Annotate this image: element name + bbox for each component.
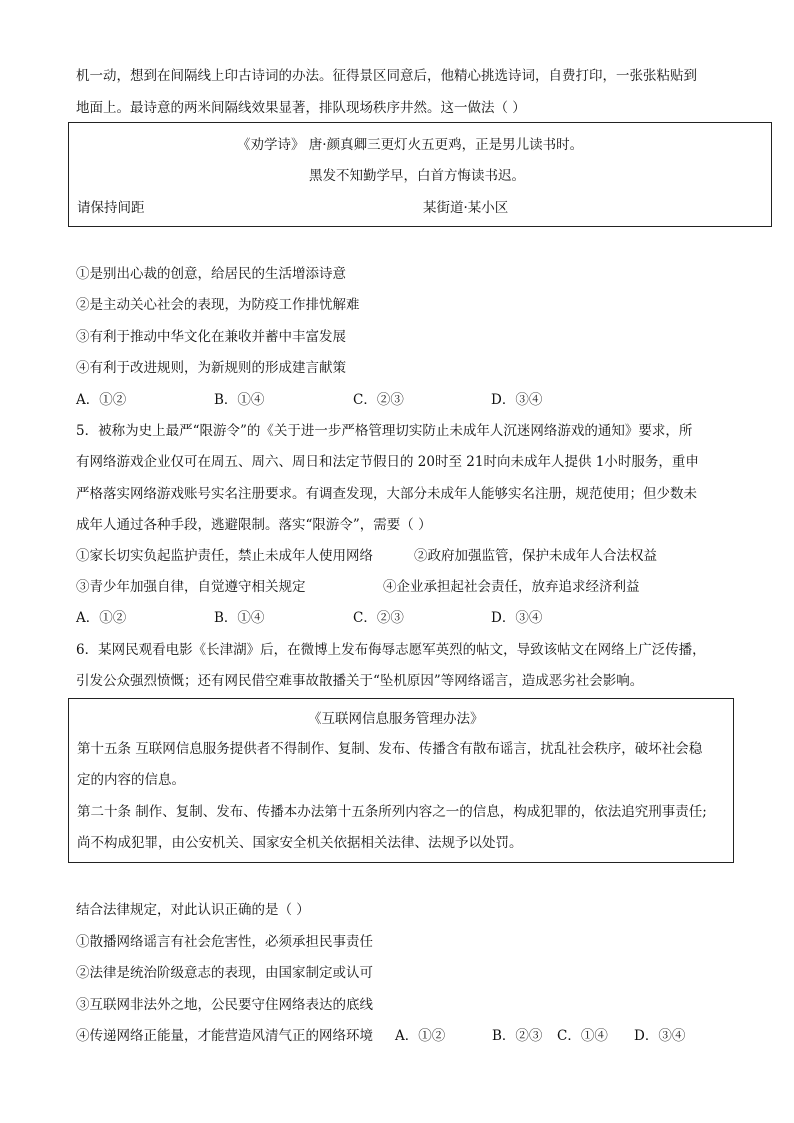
q5-statement-1: ①家长切实负起监护责任，禁止未成年人使用网络	[76, 548, 373, 564]
law-art15-line-1: 第十五条 互联网信息服务提供者不得制作、复制、发布、传播含有散布谣言，扰乱社会秩序，破坏社会稳	[77, 741, 703, 757]
q4-option-c[interactable]: C．②③	[353, 392, 404, 408]
q6-option-a[interactable]: A．①②	[395, 1028, 446, 1044]
poem-left-label: 请保持间距	[77, 200, 145, 216]
q6-prompt: 结合法律规定，对此认识正确的是（ ）	[76, 902, 310, 918]
q4-statement-1: ①是别出心裁的创意，给居民的生活增添诗意	[76, 266, 346, 282]
q4-statement-3: ③有利于推动中华文化在兼收并蓄中丰富发展	[76, 329, 346, 345]
poem-verse-line: 黑发不知勤学早，白首方悔读书迟。	[309, 168, 525, 184]
law-art15-line-2: 定的内容的信息。	[77, 772, 185, 788]
q5-option-d[interactable]: D．③④	[491, 610, 543, 626]
q6-statement-3: ③互联网非法外之地，公民要守住网络表达的底线	[76, 997, 373, 1013]
law-title: 《互联网信息服务管理办法》	[308, 711, 484, 727]
q5-option-c[interactable]: C．②③	[353, 610, 404, 626]
q4-statement-2: ②是主动关心社会的表现，为防疫工作排忧解难	[76, 297, 360, 313]
q5-statement-2: ②政府加强监管，保护未成年人合法权益	[414, 548, 657, 564]
law-art20-line-2: 尚不构成犯罪，由公安机关、国家安全机关依据相关法律、法规予以处罚。	[77, 835, 523, 851]
q6-statement-4: ④传递网络正能量，才能营造风清气正的网络环境	[76, 1028, 373, 1044]
q4-statement-4: ④有利于改进规则，为新规则的形成建言献策	[76, 360, 346, 376]
poem-right-label: 某街道·某小区	[423, 200, 509, 216]
q6-stem-line-1: 6．某网民观看电影《长津湖》后，在微博上发布侮辱志愿军英烈的帖文，导致该帖文在网络上广泛传播，	[76, 642, 706, 658]
q6-option-c[interactable]: C．①④	[557, 1028, 608, 1044]
q5-stem-line-3: 严格落实网络游戏账号实名注册要求。有调查发现，大部分未成年人能够实名注册，规范使用；但少数未	[76, 486, 697, 502]
q5-stem-line-1: 5．被称为史上最严“限游令”的《关于进一步严格管理切实防止未成年人沉迷网络游戏的通知》要求，所	[76, 423, 693, 439]
law-box	[68, 698, 734, 863]
q4-option-a[interactable]: A．①②	[76, 392, 127, 408]
poem-title-line: 《劝学诗》 唐·颜真卿三更灯火五更鸡，正是男儿读书时。	[237, 137, 584, 153]
q4-option-d[interactable]: D．③④	[491, 392, 543, 408]
q5-stem-line-2: 有网络游戏企业仅可在周五、周六、周日和法定节假日的 20时至 21时向未成年人提供 1小时服务，重申	[76, 454, 699, 470]
q5-statement-3: ③青少年加强自律，自觉遵守相关规定	[76, 579, 306, 595]
q5-statement-4: ④企业承担起社会责任，放弃追求经济利益	[383, 579, 640, 595]
q6-statement-2: ②法律是统治阶级意志的表现，由国家制定或认可	[76, 965, 373, 981]
q5-stem-line-4: 成年人通过各种手段，逃避限制。落实“限游令”，需要（ ）	[76, 517, 432, 533]
intro-line-1: 机一动，想到在间隔线上印古诗词的办法。征得景区同意后，他精心挑选诗词，自费打印，一张张粘贴到	[76, 68, 697, 84]
q6-option-b[interactable]: B．②③	[492, 1028, 543, 1044]
q4-option-b[interactable]: B．①④	[214, 392, 265, 408]
q6-stem-line-2: 引发公众强烈愤慨；还有网民借空难事故散播关于“坠机原因”等网络谣言，造成恶劣社会影响。	[76, 673, 644, 689]
q5-option-a[interactable]: A．①②	[76, 610, 127, 626]
intro-line-2: 地面上。最诗意的两米间隔线效果显著，排队现场秩序井然。这一做法（ ）	[76, 100, 526, 116]
q6-statement-1: ①散播网络谣言有社会危害性，必须承担民事责任	[76, 934, 373, 950]
poem-box	[68, 122, 772, 227]
q5-option-b[interactable]: B．①④	[214, 610, 265, 626]
law-art20-line-1: 第二十条 制作、复制、发布、传播本办法第十五条所列内容之一的信息，构成犯罪的，依法追究刑事责任;	[77, 804, 707, 820]
q6-option-d[interactable]: D．③④	[634, 1028, 686, 1044]
